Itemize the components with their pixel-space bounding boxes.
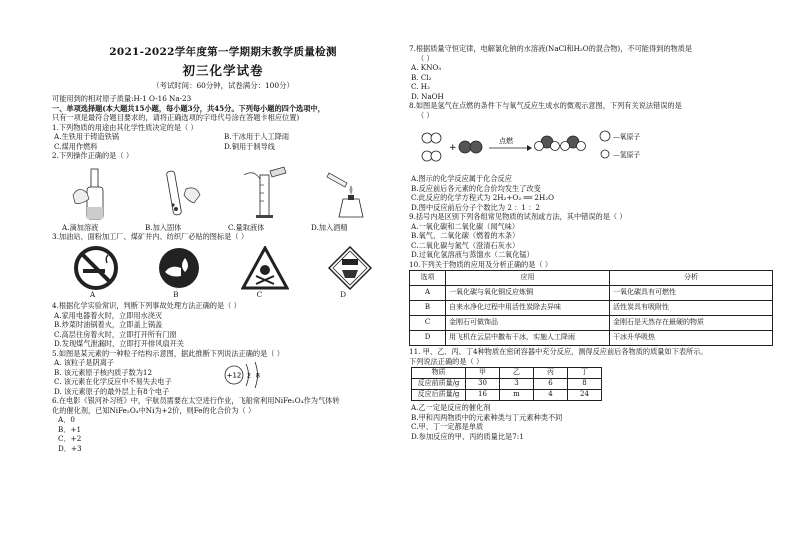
table-cell: 自来水净化过程中用活性炭除去异味 (446, 301, 610, 316)
q2-figures (52, 163, 394, 221)
table-row[interactable] (410, 316, 773, 331)
question-7-line1: 7.根据质量守恒定律，电解氯化钠的水溶液(NaCl和H₂O的混合物)，不可能得到的物质是 (409, 44, 693, 53)
q2-option-c[interactable]: C.量取液体 (228, 222, 265, 232)
question-7-line2: （ ） (417, 53, 434, 63)
question-11-line1: 11. 甲、乙、丙、丁4种物质在密闭容器中充分反应，测得反应前后各物质的质量如下表所示。 (409, 347, 708, 356)
table-row (412, 379, 602, 390)
question-6-line2: 化的催化剂，已知NiFe₂O₄中Ni为+2价，则Fe的化合价为（ ） (52, 405, 256, 415)
table-header: 物质 (412, 368, 466, 379)
q7-option-d[interactable]: D. NaOH (411, 91, 444, 101)
q5-option-a[interactable]: A. 该粒子是阴离子 (54, 358, 115, 368)
q7-option-b[interactable]: B. Cl₂ (411, 72, 432, 82)
toxic-diamond-icon (328, 246, 372, 290)
sign-label-b[interactable]: B (173, 289, 179, 299)
table-cell: A (410, 286, 446, 301)
dropper-illustration (65, 165, 125, 221)
no-smoking-icon (74, 246, 118, 290)
reaction-molecules (409, 122, 659, 172)
q1-option-c[interactable]: C.煤用作燃料 (54, 141, 98, 151)
table-header: 甲 (466, 368, 500, 379)
q8-reaction-diagram (409, 120, 775, 174)
q4-option-b[interactable]: B.炒菜时油锅着火，立即盖上锅盖 (54, 320, 163, 330)
q11-option-d[interactable]: D.参加反应的甲、丙的质量比是7:1 (411, 431, 524, 441)
table-header: 丁 (568, 368, 602, 379)
q9-option-a[interactable]: A.一氧化碳和二氧化碳（闻气味） (411, 221, 520, 231)
table-cell: m (500, 390, 534, 401)
table-cell: 金刚石可做饰品 (446, 316, 610, 331)
table-cell: 8 (568, 379, 602, 390)
table-header-row (412, 368, 602, 379)
question-3: 3.加油站、面粉加工厂、煤矿井内、纺织厂必贴的图标是（ ） (52, 232, 249, 242)
q11-option-a[interactable]: A.乙一定是反应的催化剂 (411, 403, 491, 412)
question-9: 9.括号内是区别下列各组常见物质的试剂或方法，其中错误的是（ ） (409, 212, 627, 221)
table-cell: C (410, 316, 446, 331)
table-cell: 3 (500, 379, 534, 390)
table-cell: 用飞机在云层中撒布干冰，实施人工降雨 (446, 331, 610, 346)
question-4: 4.根据化学实验常识，判断下列事故处理方法正确的是（ ） (52, 301, 241, 311)
exam-title: 2021-2022学年度第一学期期末教学质量检测 (109, 46, 337, 58)
table-cell: 24 (568, 390, 602, 401)
atomic-masses: 可能用到的相对原子质量:H-1 O-16 Na-23 (52, 94, 192, 104)
q10-table (409, 270, 773, 346)
q7-option-a[interactable]: A. KNO₃ (411, 63, 442, 72)
lamp-illustration (321, 165, 381, 221)
q4-option-a[interactable]: A.家用电器着火时，立即用水浇灭 (54, 310, 163, 320)
table-cell: 一氧化碳与氧化铜反应炼铜 (446, 286, 610, 301)
q1-option-b[interactable]: B.干冰用于人工降雨 (224, 132, 290, 142)
table-cell: 16 (466, 390, 500, 401)
q6-option-d[interactable]: D．+3 (58, 443, 82, 453)
q8-option-a[interactable]: A.图示的化学反应属于化合反应 (411, 174, 512, 183)
q2-option-b[interactable]: B.加入固体 (145, 222, 182, 232)
shell-2-label: 8 (255, 371, 261, 380)
legend-hydrogen: —氢原子 (613, 151, 641, 159)
q9-option-d[interactable]: D.过氧化氢溶液与蒸馏水（二氧化锰） (411, 250, 534, 259)
cylinder-illustration (236, 165, 296, 221)
table-row (412, 390, 602, 401)
table-header: 选项 (410, 271, 446, 286)
table-cell: 4 (534, 390, 568, 401)
table-header: 丙 (534, 368, 568, 379)
q7-option-c[interactable]: C. H₂ (411, 82, 430, 91)
left-column (52, 44, 394, 453)
q3-signs (52, 246, 394, 290)
q6-option-b[interactable]: B．+1 (58, 424, 82, 434)
question-10: 10.下列关于物质的应用及分析正确的是（ ） (409, 259, 553, 269)
sign-label-c[interactable]: C (256, 289, 263, 299)
exam-info: （考试时间：60分钟，试卷满分：100分） (152, 81, 294, 91)
table-header: 分析 (610, 271, 773, 286)
q5-block (52, 358, 394, 396)
q8-option-c[interactable]: C.此反应的化学方程式为 2H₂+O₂ ══ 2H₂O (411, 193, 555, 202)
q2-option-a[interactable]: A.滴加溶液 (62, 222, 99, 232)
table-header-row (410, 271, 773, 286)
q1-options (52, 132, 394, 151)
question-5: 5.如图是某元素的一种粒子结构示意图，据此推断下列说法正确的是（ ） (52, 348, 284, 358)
q4-option-d[interactable]: D.发现煤气泄漏时，立即打开排风扇开关 (54, 339, 184, 349)
table-cell: 一氧化碳具有可燃性 (610, 286, 773, 301)
right-column (409, 44, 775, 441)
table-cell: 6 (534, 379, 568, 390)
table-cell: 干冰升华吸热 (610, 331, 773, 346)
atom-structure-diagram (222, 358, 272, 392)
table-cell: 反应后质量/g (412, 390, 466, 401)
poison-icon (241, 246, 289, 290)
table-cell: B (410, 301, 446, 316)
table-cell: D (410, 331, 446, 346)
table-cell: 金刚石是天然存在最硬的物质 (610, 316, 773, 331)
sign-label-d[interactable]: D (340, 289, 346, 299)
q6-option-a[interactable]: A．0 (58, 415, 75, 425)
legend-oxygen: —氧原子 (613, 133, 641, 141)
table-cell: 活性炭具有吸附性 (610, 301, 773, 316)
q5-option-b[interactable]: B. 该元素原子核内质子数为12 (54, 367, 153, 377)
q6-option-c[interactable]: C．+2 (58, 434, 82, 444)
question-6-line1: 6.在电影《银河补习班》中，宇航员需要在太空进行作业，飞船常利用NiFe₂O₄作为气体转 (52, 396, 340, 406)
nucleus-label: +12 (226, 371, 242, 380)
question-8: 8.如图是氢气在点燃的条件下与氧气反应生成水的微观示意图，下列有关说法错误的是 (409, 101, 682, 110)
shell-1-label: 2 (246, 371, 252, 380)
table-header: 乙 (500, 368, 534, 379)
tube-illustration (150, 165, 210, 221)
q9-option-c[interactable]: C.二氧化碳与氮气（澄清石灰水） (411, 240, 520, 250)
q1-option-d[interactable]: D.铜用于制导线 (224, 141, 275, 151)
q1-option-a[interactable]: A.生铁用于铸造铁锅 (54, 132, 119, 142)
q8-option-d[interactable]: D.图中反应前后分子个数比为 2 ：1 ：2 (411, 202, 540, 212)
q8-option-b[interactable]: B.反应前后各元素的化合价均发生了改变 (411, 183, 541, 193)
section-heading: 一、单项选择题(本大题共15小题，每小题3分，共45分。下列每小题的四个选项中， (52, 103, 325, 113)
table-header: 应用 (446, 271, 610, 286)
q5-option-c[interactable]: C. 该元素在化学反应中不易失去电子 (54, 377, 172, 387)
question-8-paren: （ ） (417, 110, 434, 120)
table-cell: 反应前质量/g (412, 379, 466, 390)
q2-option-d[interactable]: D.加入酒精 (311, 222, 348, 232)
corrosive-icon (157, 246, 201, 290)
q11-table (411, 367, 602, 401)
svg-text:+: + (449, 143, 457, 153)
q3-labels (52, 290, 394, 300)
q11-option-c[interactable]: C.甲、丁一定都是单质 (411, 422, 484, 431)
reaction-condition: 点燃 (499, 137, 513, 145)
exam-subtitle: 初三化学试卷 (182, 62, 264, 78)
question-11-line2: 下列说法正确的是（ ） (409, 356, 484, 366)
sign-label-a[interactable]: A (90, 289, 96, 299)
q2-options (52, 223, 394, 233)
question-1: 1.下列物质的用途由其化学性质决定的是（ ） (52, 122, 198, 132)
q9-option-b[interactable]: B.氧气、二氧化碳（燃着的木条） (411, 231, 520, 240)
table-cell: 30 (466, 379, 500, 390)
table-row[interactable] (410, 301, 773, 316)
table-row[interactable] (410, 331, 773, 346)
section-instructions: 只有一项是最符合题目要求的，请将正确选项的字母代号涂在答题卡相应位置) (52, 113, 300, 123)
q4-option-c[interactable]: C.高层住房着火时，立即打开所有门窗 (54, 329, 177, 339)
q5-option-d[interactable]: D. 该元素原子的最外层上有8个电子 (54, 386, 170, 396)
question-2: 2.下列操作正确的是（ ） (52, 151, 134, 161)
table-row[interactable] (410, 286, 773, 301)
q11-option-b[interactable]: B.甲和丙两物质中的元素种类与丁元素种类不同 (411, 412, 563, 422)
